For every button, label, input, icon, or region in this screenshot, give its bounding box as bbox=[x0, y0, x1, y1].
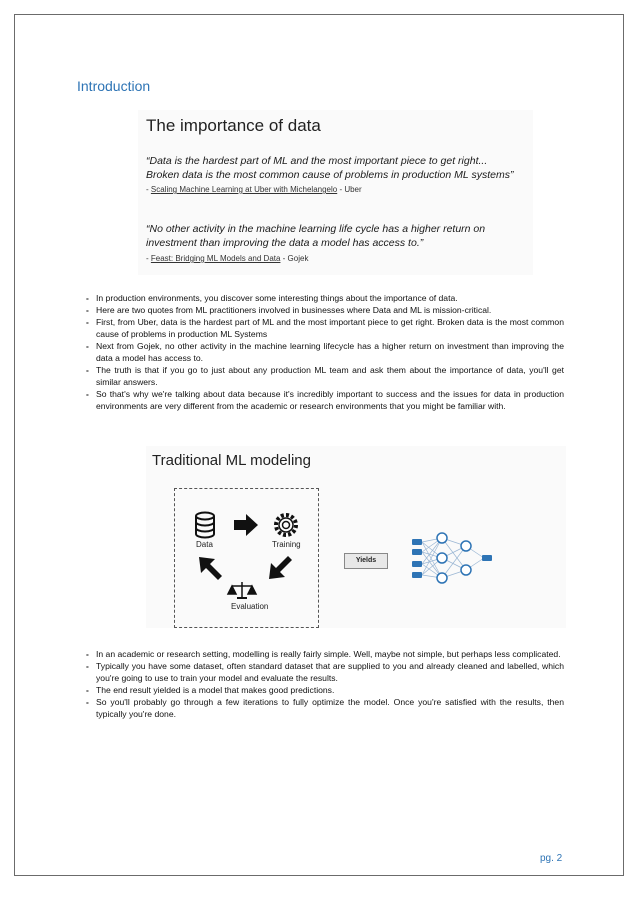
quote-line: investment than improving the data a model has access to.” bbox=[146, 237, 424, 249]
uber-quote bbox=[146, 154, 531, 182]
gojek-quote bbox=[146, 222, 531, 250]
list-item bbox=[72, 292, 564, 304]
list-item-text: The truth is that if you go to just about any production ML team and ask them about the importance of data, you'll get similar answers. bbox=[96, 365, 564, 387]
scale-icon bbox=[228, 582, 256, 598]
quote-line: “No other activity in the machine learning life cycle has a higher return on bbox=[146, 223, 486, 235]
uber-source-link[interactable]: Scaling Machine Learning at Uber with Michelangelo bbox=[150, 185, 338, 194]
bullet-marker: - bbox=[86, 365, 89, 375]
attribution-org: - Uber bbox=[337, 185, 362, 194]
list-item-text: The end result yielded is a model that makes good predictions. bbox=[96, 685, 335, 695]
arrow-down-left-icon bbox=[269, 556, 292, 579]
list-item bbox=[72, 316, 564, 340]
modeling-diagram bbox=[146, 446, 566, 628]
importance-of-data-slide bbox=[138, 110, 533, 275]
yields-arrow-box: Yields bbox=[344, 553, 388, 569]
list-item-text: In production environments, you discover some interesting things about the importance of data. bbox=[96, 293, 458, 303]
list-item-text: Typically you have some dataset, often standard dataset that are supplied to you and already cleaned and labelled, which you're going to use to train your model and evaluate the results. bbox=[96, 661, 564, 683]
bullet-marker: - bbox=[86, 697, 89, 707]
importance-bullet-list bbox=[72, 292, 564, 412]
modeling-bullet-list bbox=[72, 648, 564, 720]
list-item bbox=[72, 648, 564, 660]
database-icon bbox=[196, 513, 214, 538]
slide-title: Traditional ML modeling bbox=[152, 452, 311, 469]
list-item-text: First, from Uber, data is the hardest part of ML and the most important piece to get right. Broken data is the most common cause of problems in production ML Systems bbox=[96, 317, 564, 339]
bullet-marker: - bbox=[86, 685, 89, 695]
arrow-up-left-icon bbox=[199, 557, 222, 580]
attribution-org: - Gojek bbox=[280, 254, 309, 263]
gojek-attribution bbox=[146, 254, 308, 263]
uber-attribution bbox=[146, 185, 362, 194]
list-item bbox=[72, 696, 564, 720]
bullet-marker: - bbox=[86, 661, 89, 671]
bullet-marker: - bbox=[86, 389, 89, 399]
bullet-marker: - bbox=[86, 649, 89, 659]
traditional-ml-modeling-slide bbox=[146, 446, 566, 628]
list-item bbox=[72, 364, 564, 388]
list-item bbox=[72, 304, 564, 316]
section-heading: Introduction bbox=[77, 78, 151, 94]
list-item-text: In an academic or research setting, modelling is really fairly simple. Well, maybe not simple, but perhaps less complicated. bbox=[96, 649, 561, 659]
neural-network-icon bbox=[412, 533, 492, 583]
training-label: Training bbox=[272, 540, 301, 549]
bullet-marker: - bbox=[86, 305, 89, 315]
attribution-prefix: - bbox=[146, 254, 151, 263]
arrow-right-icon bbox=[234, 514, 258, 536]
quote-line: Broken data is the most common cause of problems in production ML systems” bbox=[146, 169, 514, 181]
bullet-marker: - bbox=[86, 341, 89, 351]
list-item bbox=[72, 388, 564, 412]
page-number: pg. 2 bbox=[540, 853, 563, 864]
bullet-marker: - bbox=[86, 293, 89, 303]
list-item-text: Here are two quotes from ML practitioners involved in businesses where Data and ML is mission-critical. bbox=[96, 305, 492, 315]
list-item bbox=[72, 340, 564, 364]
list-item bbox=[72, 684, 564, 696]
gear-icon bbox=[276, 515, 296, 535]
list-item bbox=[72, 660, 564, 684]
data-label: Data bbox=[196, 540, 213, 549]
quote-line: “Data is the hardest part of ML and the most important piece to get right... bbox=[146, 155, 488, 167]
gojek-source-link[interactable]: Feast: Bridging ML Models and Data bbox=[150, 254, 281, 263]
slide-title: The importance of data bbox=[146, 116, 321, 135]
list-item-text: Next from Gojek, no other activity in the machine learning lifecycle has a higher return on investment than improving the data a model has access to. bbox=[96, 341, 564, 363]
attribution-prefix: - bbox=[146, 185, 151, 194]
list-item-text: So you'll probably go through a few iterations to fully optimize the model. Once you're satisfied with the results, then typically you're done. bbox=[96, 697, 564, 719]
list-item-text: So that's why we're talking about data because it's incredibly important to success and the issues for data in production environments are very different from the academic or research environments that you might be familiar with. bbox=[96, 389, 564, 411]
bullet-marker: - bbox=[86, 317, 89, 327]
evaluation-label: Evaluation bbox=[231, 602, 269, 611]
